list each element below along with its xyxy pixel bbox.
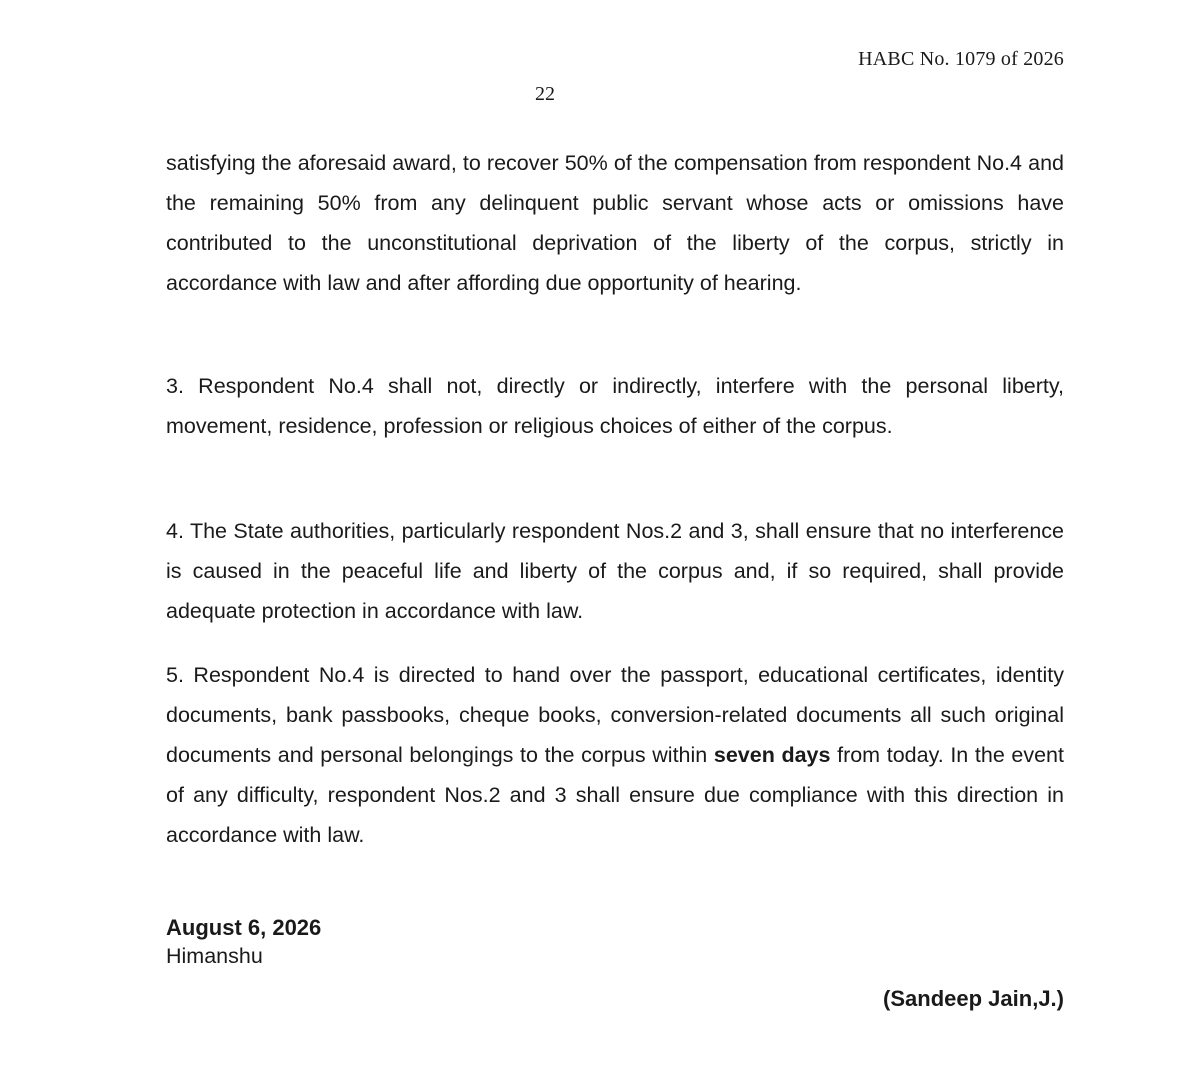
seven-days-emphasis: seven days bbox=[713, 743, 831, 767]
paragraph-item-3: 3. Respondent No.4 shall not, directly or indirectly, interfere with the personal liberty, movement, residence, profession or religious choices of either of the corpus. bbox=[166, 374, 1064, 438]
page-number: 22 bbox=[535, 83, 555, 105]
paragraph-item-5-text-end: from today. In the event of any difficulty, respondent Nos.2 and 3 shall ensure due compliance with this direction in accordance with law. bbox=[166, 743, 1064, 847]
case-number: HABC No. 1079 of 2026 bbox=[858, 48, 1064, 70]
judge-signature: (Sandeep Jain,J.) bbox=[883, 986, 1064, 1011]
operator-name: Himanshu bbox=[166, 944, 263, 968]
paragraph-continuation: satisfying the aforesaid award, to recover 50% of the compensation from respondent No.4 and the remaining 50% from any delinquent public servant whose acts or omissions have contributed to the unconstitutional deprivation of the liberty of the corpus, strictly in accordance with law and after affording due opportunity of hearing. bbox=[166, 151, 1064, 295]
paragraph-item-5-text-start: 5. Respondent No.4 is directed to hand over the passport, educational certificates, identity documents, bank passbooks, cheque books, conversion-related documents all such original documents and personal belongings to the corpus within bbox=[166, 663, 1064, 767]
paragraph-item-5 bbox=[166, 655, 1064, 855]
paragraph-item-4: 4. The State authorities, particularly respondent Nos.2 and 3, shall ensure that no interference is caused in the peaceful life and liberty of the corpus and, if so required, shall provide adequate protection in accordance with law. bbox=[166, 519, 1064, 623]
order-date: August 6, 2026 bbox=[166, 915, 322, 940]
